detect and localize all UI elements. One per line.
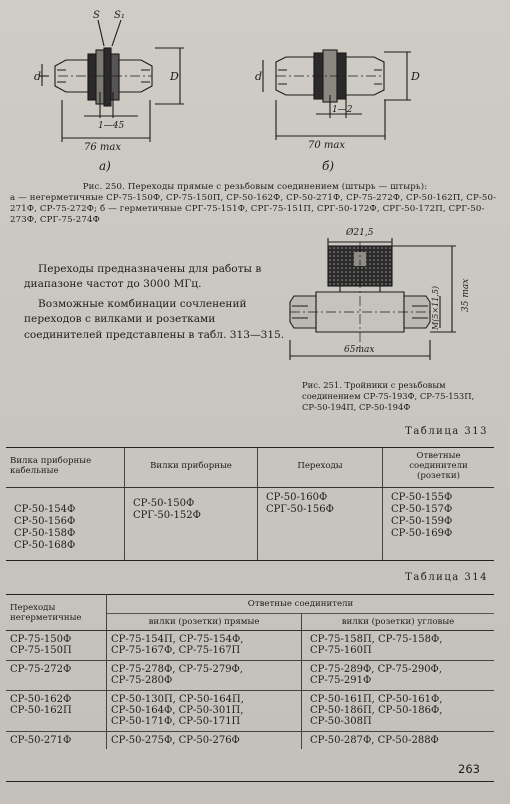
- table-314-cell-adapter: [6, 690, 107, 731]
- table-cell-line: СР-50-150Ф: [133, 498, 195, 509]
- dim-thread: M(5×11,5): [431, 285, 440, 330]
- label-d-left: d: [34, 70, 42, 83]
- table-313-header-device-plugs: Вилки приборные: [125, 448, 258, 488]
- dim-long-left: 76 max: [84, 142, 121, 153]
- table-314-cell-angled: [302, 731, 495, 749]
- table-cell-line: СР-50-158Ф: [14, 528, 76, 539]
- table-313: [6, 447, 494, 561]
- table-cell-line: СР-50-156Ф: [14, 516, 76, 527]
- table-314-caption: Таблица 314: [405, 572, 488, 583]
- table-314-cell-straight: [107, 690, 302, 731]
- adapter-b-drawing: [263, 50, 411, 140]
- label-D-right: D: [411, 70, 420, 83]
- letter-b: б): [322, 159, 335, 173]
- table-cell-line: СР-75-289Ф, СР-75-290Ф,: [310, 663, 443, 675]
- table-313-cell-mating: [383, 488, 495, 561]
- label-d-right: d: [255, 70, 263, 83]
- table-cell-line: СР-50-154Ф: [14, 504, 76, 515]
- table-313-cell-device-plugs: [125, 488, 258, 561]
- table-314-cell-angled: [302, 690, 495, 731]
- table-313-header-row: [6, 448, 494, 488]
- table-313-cell-adapters: [258, 488, 383, 561]
- dim-short-left: 1—45: [98, 121, 125, 131]
- table-cell-line: СР-75-160П: [310, 645, 372, 657]
- dim-short-right: 1—2: [332, 105, 353, 115]
- table-cell-line: СР-50-130П, СР-50-164П,: [111, 693, 244, 705]
- table-314-cell-straight: [107, 660, 302, 690]
- figure-250-caption: [10, 182, 500, 226]
- table-cell-line: СР-50-275Ф, СР-50-276Ф: [111, 734, 240, 746]
- table-cell-line: СР-50-308П: [310, 716, 372, 728]
- table-cell-line: СР-75-154П, СР-75-154Ф,: [111, 634, 244, 645]
- table-313-caption: Таблица 313: [405, 426, 488, 437]
- table-314-cell-angled: [302, 660, 495, 690]
- table-314: [6, 594, 494, 749]
- intro-text: [24, 262, 286, 343]
- page-number: 263: [458, 762, 480, 776]
- table-cell-line: СР-50-162П: [10, 705, 72, 717]
- table-cell-line: СР-75-272Ф: [10, 663, 72, 675]
- table-cell-line: СР-50-159Ф: [391, 516, 453, 527]
- table-314-cell-straight: [107, 731, 302, 749]
- table-cell-line: СР-75-291Ф: [310, 675, 372, 687]
- table-cell-line: СР-75-158П, СР-75-158Ф,: [310, 634, 443, 645]
- table-row: [6, 690, 494, 731]
- dim-width: 65max: [344, 345, 375, 355]
- table-cell-line: СРГ-50-152Ф: [133, 510, 201, 521]
- table-cell-line: СР-50-155Ф: [391, 492, 453, 503]
- table-314-cell-adapter: [6, 731, 107, 749]
- table-cell-line: СР-50-157Ф: [391, 504, 453, 515]
- table-cell-line: СР-50-162Ф: [10, 693, 72, 705]
- dim-long-right: 70 max: [308, 140, 345, 151]
- dim-diameter: Ø21,5: [346, 228, 374, 238]
- figure-251-caption: Рис. 251. Тройники с резьбовым соединением СР-75-193Ф, СР-75-153П, СР-50-194П, СР-50-194Ф: [302, 380, 475, 412]
- table-row: [6, 660, 494, 690]
- table-cell-line: СРГ-50-156Ф: [266, 504, 334, 515]
- table-cell-line: СР-50-168Ф: [14, 540, 76, 551]
- table-314-cell-adapter: [6, 631, 107, 661]
- figure-250-caption-body: а — негерметичные СР-75-150Ф, СР-75-150П, СР-50-162Ф, СР-50-271Ф, СР-75-272Ф, СР-50-162П, СР-50-271Ф, СР-75-272Ф; б — герметичные СРГ-75-151Ф, СРГ-75-151П, СРГ-50-172Ф, СРГ-50-172П, СРГ-50-273Ф, СРГ-75-274Ф: [10, 193, 497, 225]
- table-314-cell-straight: [107, 631, 302, 661]
- table-313-row: [6, 488, 494, 561]
- table-313-cell-cable-plugs: [6, 488, 125, 561]
- letter-a: а): [99, 159, 111, 173]
- table-cell-line: СР-75-280Ф: [111, 675, 173, 687]
- bottom-rule: [6, 781, 494, 782]
- table-row: [6, 631, 494, 661]
- table-314-header-adapters: Переходы негерметичные: [6, 595, 107, 631]
- table-cell-line: СР-50-171Ф, СР-50-171П: [111, 716, 241, 728]
- table-314-header-row-1: [6, 595, 494, 614]
- table-cell-line: СР-50-160Ф: [266, 492, 328, 503]
- figure-250-caption-title: Рис. 250. Переходы прямые с резьбовым соединением (штырь — штырь):: [82, 182, 428, 192]
- table-313-header-adapters: Переходы: [258, 448, 383, 488]
- label-s: S: [93, 10, 100, 21]
- dim-height: 35 max: [461, 278, 471, 312]
- table-cell-line: СР-50-164Ф, СР-50-301П,: [111, 705, 244, 717]
- intro-paragraph-2: Возможные комбинации сочленений переходов с вилками и розетками соединителей представлены в табл. 313—315.: [24, 297, 285, 341]
- figure-250-drawings: [0, 0, 510, 175]
- table-cell-line: СР-50-169Ф: [391, 528, 453, 539]
- label-s1: S₁: [114, 10, 125, 21]
- table-314-header-straight: вилки (розетки) прямые: [107, 614, 302, 631]
- label-D-left: D: [170, 70, 179, 83]
- table-313-header-mating: Ответные соединители (розетки): [383, 448, 495, 488]
- table-cell-line: СР-75-150П: [10, 645, 72, 657]
- figure-251-drawing: [288, 222, 478, 372]
- table-cell-line: СР-50-161П, СР-50-161Ф,: [310, 693, 443, 705]
- table-cell-line: СР-75-150Ф: [10, 634, 72, 645]
- table-314-header-angled: вилки (розетки) угловые: [302, 614, 495, 631]
- table-314-cell-adapter: [6, 660, 107, 690]
- table-cell-line: СР-50-186П, СР-50-186Ф,: [310, 705, 443, 717]
- table-cell-line: СР-50-287Ф, СР-50-288Ф: [310, 734, 439, 746]
- table-313-header-cable-plugs: Вилка приборные кабельные: [6, 448, 125, 488]
- table-row: [6, 731, 494, 749]
- table-314-cell-angled: [302, 631, 495, 661]
- table-314-header-mating: Ответные соединители: [107, 595, 495, 614]
- table-cell-line: СР-50-271Ф: [10, 734, 72, 746]
- table-cell-line: СР-75-167Ф, СР-75-167П: [111, 645, 241, 657]
- table-cell-line: СР-75-278Ф, СР-75-279Ф,: [111, 663, 244, 675]
- intro-paragraph-1: Переходы предназначены для работы в диапазоне частот до 3000 МГц.: [24, 263, 262, 291]
